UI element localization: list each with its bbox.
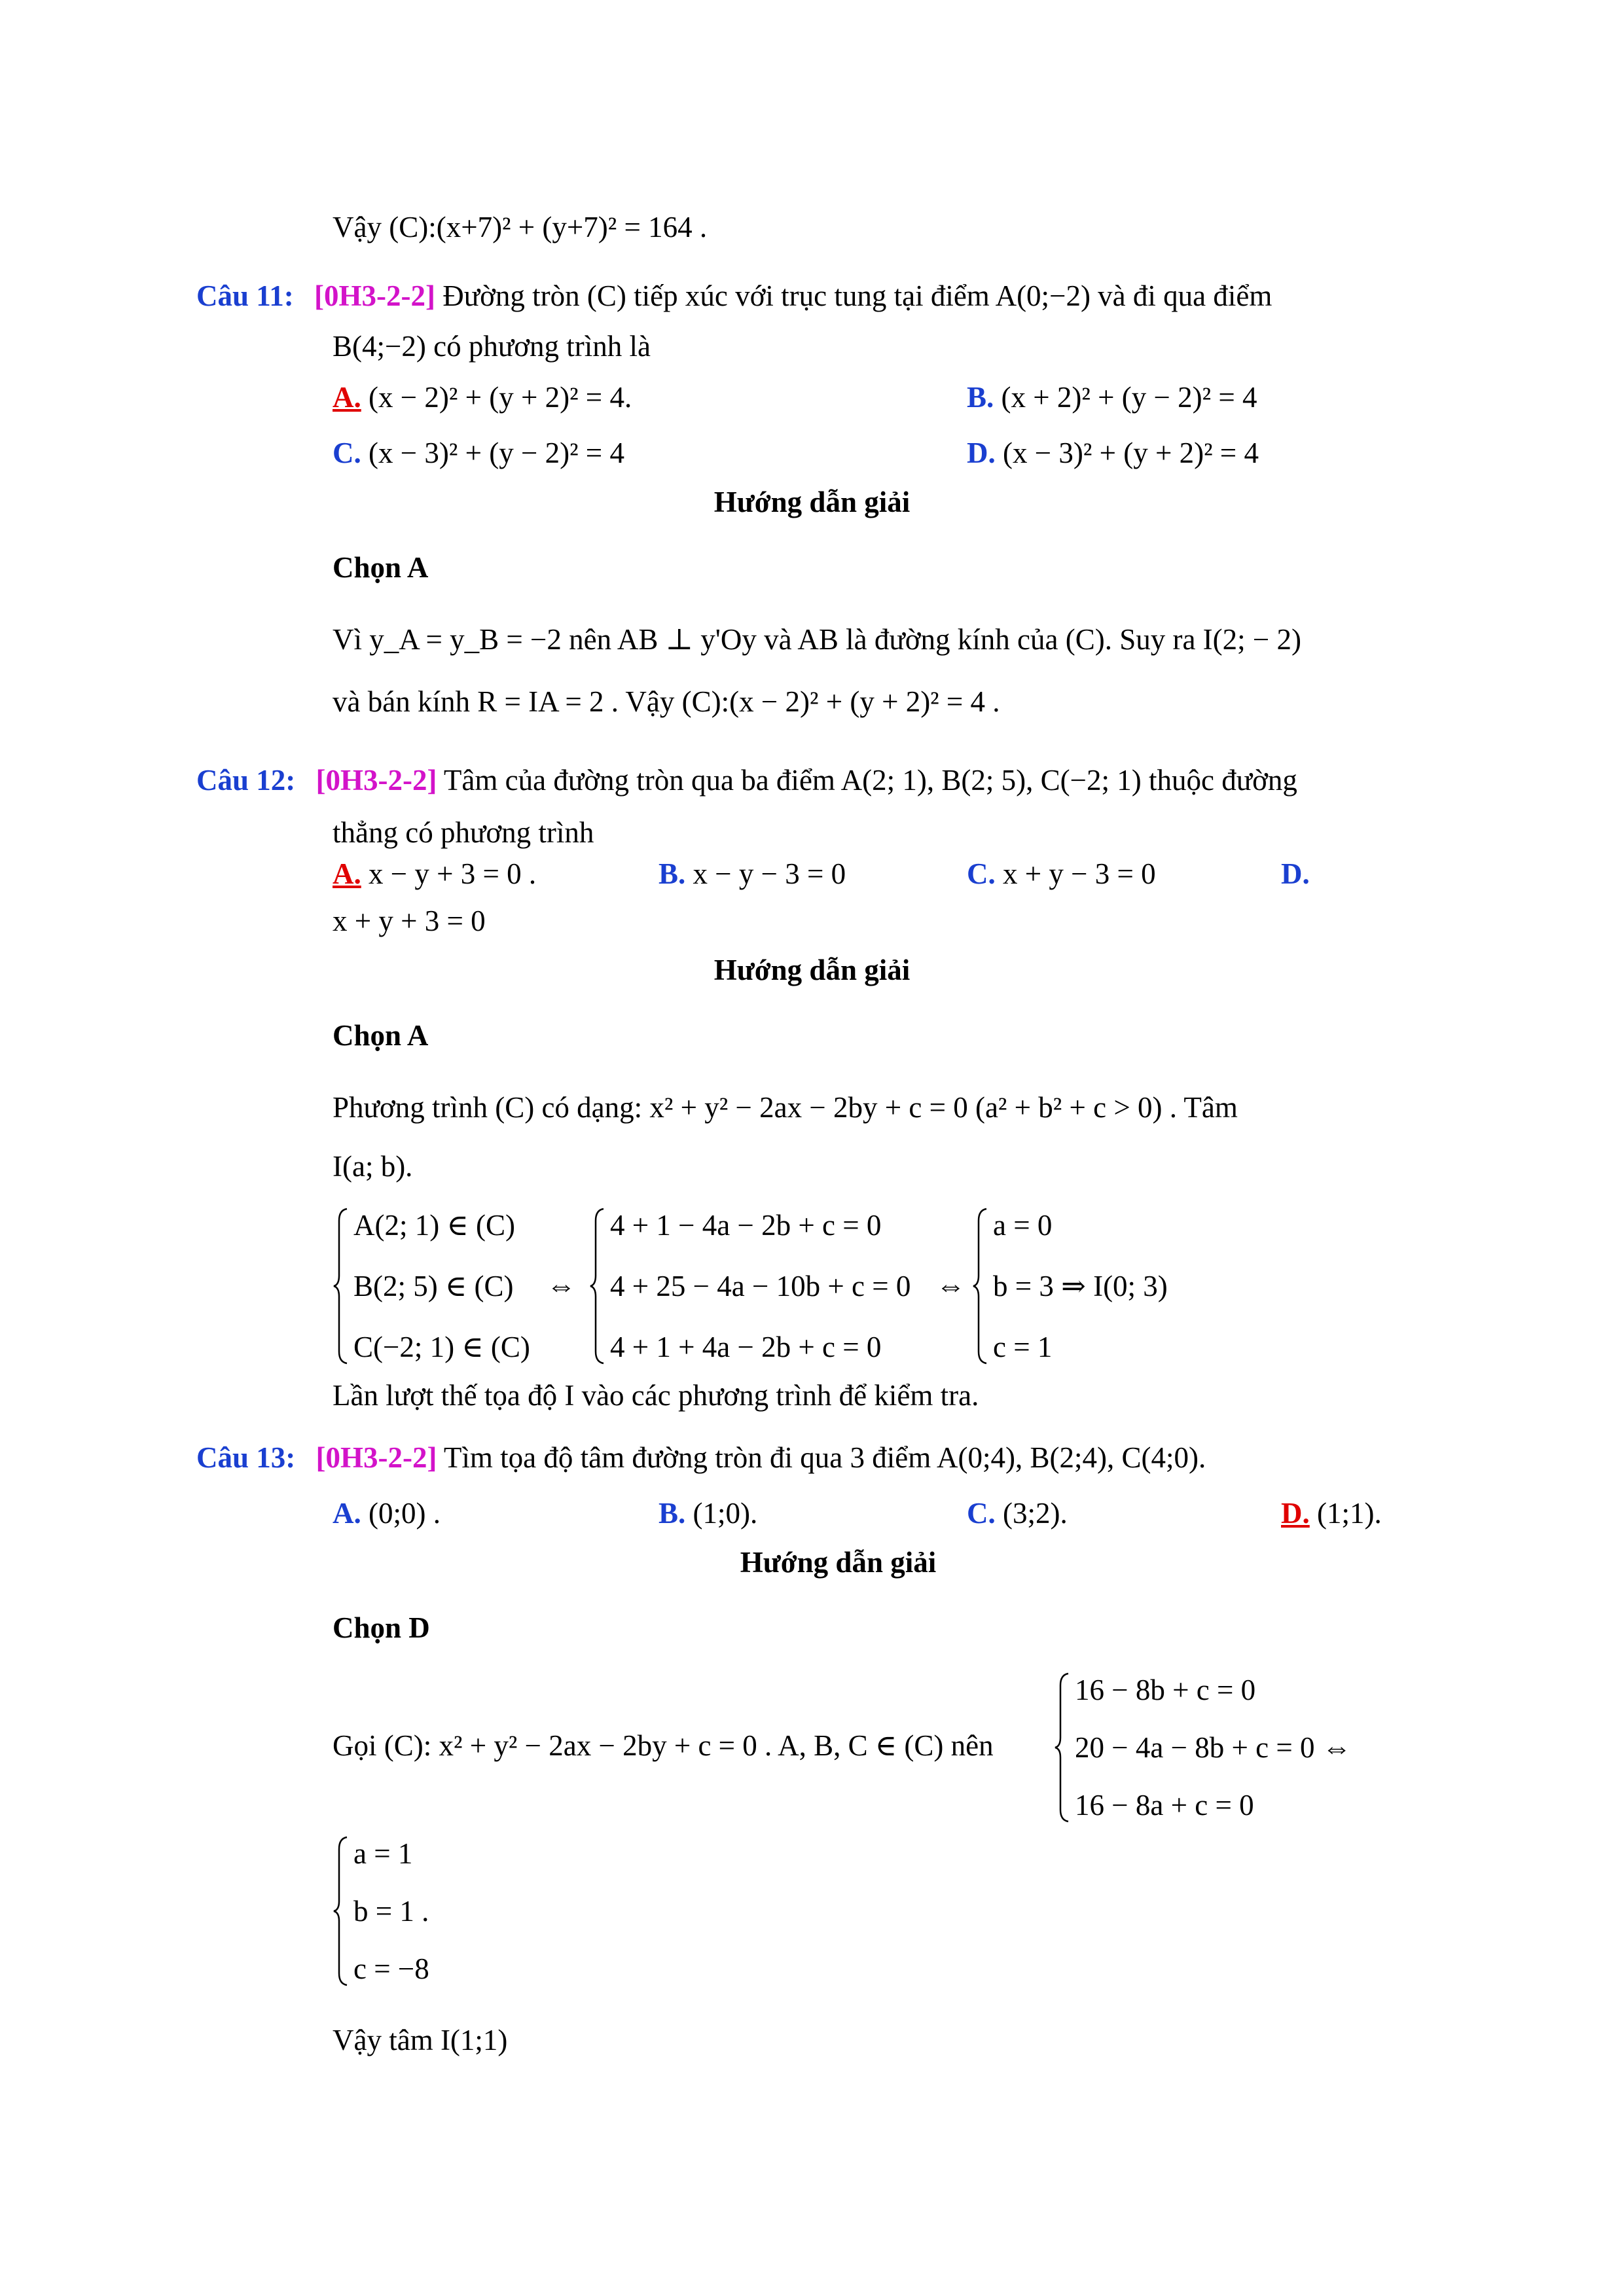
question-label: Câu 11: xyxy=(196,279,294,312)
option-text: (x + 2)² + (y − 2)² = 4 xyxy=(1001,381,1257,414)
answer-choice: Chọn A xyxy=(333,1019,429,1052)
option-letter: D xyxy=(1281,1497,1303,1530)
difficulty-tag: [0H3-2-2] xyxy=(316,1441,437,1474)
question-label: Câu 12: xyxy=(196,764,296,797)
solution-heading: Hướng dẫn giải xyxy=(713,486,911,518)
solution-heading: Hướng dẫn giải xyxy=(713,954,911,986)
system-row: c = 1 xyxy=(993,1331,1053,1363)
option-letter: B xyxy=(659,1497,679,1530)
option-letter: A xyxy=(333,857,354,890)
system-row: b = 3 ⇒ I(0; 3) xyxy=(993,1270,1168,1302)
option-c[interactable]: C. (3;2). xyxy=(967,1497,1068,1530)
option-d[interactable]: D. (1;1). xyxy=(1281,1497,1382,1530)
system-row: 16 − 8b + c = 0 xyxy=(1075,1674,1256,1706)
option-text: (x − 3)² + (y − 2)² = 4 xyxy=(369,437,624,469)
option-letter: C xyxy=(967,1497,988,1530)
option-c[interactable]: C. (x − 3)² + (y − 2)² = 4 xyxy=(333,437,624,469)
equivalence-arrow: ⇔ xyxy=(547,1269,576,1302)
option-letter: A xyxy=(333,1497,354,1530)
system-row: 16 − 8a + c = 0 xyxy=(1075,1789,1254,1821)
solution-line-2: I(a; b). xyxy=(333,1150,413,1183)
brace-icon xyxy=(1054,1672,1071,1823)
option-letter: A xyxy=(333,381,354,414)
solution-heading: Hướng dẫn giải xyxy=(740,1546,937,1579)
solution-line-3: Lần lượt thế tọa độ I vào các phương trình để kiểm tra. xyxy=(333,1379,979,1412)
solution-system xyxy=(333,1836,429,1986)
option-b[interactable]: B. (1;0). xyxy=(659,1497,758,1530)
difficulty-tag: [0H3-2-2] xyxy=(314,279,435,312)
question-12-stem-line-2: thẳng có phương trình xyxy=(333,816,594,849)
option-letter: C xyxy=(967,857,988,890)
option-letter: D xyxy=(967,437,988,469)
option-a[interactable]: A. (x − 2)² + (y + 2)² = 4. xyxy=(333,381,632,414)
option-text: (x − 3)² + (y + 2)² = 4 xyxy=(1003,437,1259,469)
brace-icon xyxy=(972,1208,989,1365)
solution-line-2: Vậy tâm I(1;1) xyxy=(333,2024,508,2056)
stem-line-1: Tâm của đường tròn qua ba điểm A(2; 1), B(2; 5), C(−2; 1) thuộc đường xyxy=(443,764,1297,797)
option-text: (1;1). xyxy=(1317,1497,1382,1530)
option-b[interactable]: B. (x + 2)² + (y − 2)² = 4 xyxy=(967,381,1257,414)
option-d-letter[interactable]: D. xyxy=(1281,857,1310,890)
option-b[interactable]: B. x − y − 3 = 0 xyxy=(659,857,846,890)
answer-choice: Chọn A xyxy=(333,551,429,584)
option-d[interactable]: D. (x − 3)² + (y + 2)² = 4 xyxy=(967,437,1259,469)
solution-line-1: Vì y_A = y_B = −2 nên AB ⊥ y'Oy và AB là đường kính của (C). Suy ra I(2; − 2) xyxy=(333,623,1302,656)
stem-line-1: Tìm tọa độ tâm đường tròn đi qua 3 điểm A(0;4), B(2;4), C(4;0). xyxy=(443,1441,1206,1474)
points-system xyxy=(333,1208,530,1365)
option-a[interactable]: A. (0;0) . xyxy=(333,1497,441,1530)
option-text: x − y + 3 = 0 . xyxy=(369,857,537,890)
difficulty-tag: [0H3-2-2] xyxy=(316,764,437,797)
question-12-stem xyxy=(196,762,1297,798)
solution-system xyxy=(972,1208,1168,1365)
answer-choice: Chọn D xyxy=(333,1611,430,1644)
option-letter: B xyxy=(967,381,987,414)
option-letter: B xyxy=(659,857,679,890)
system-row: b = 1 . xyxy=(353,1895,429,1928)
solution-line-1: Gọi (C): x² + y² − 2ax − 2by + c = 0 . A, B, C ∈ (C) nên xyxy=(333,1729,994,1762)
system-row: 4 + 1 + 4a − 2b + c = 0 xyxy=(610,1331,882,1363)
option-text: (1;0). xyxy=(693,1497,758,1530)
equations-system xyxy=(1054,1672,1352,1823)
solution-line-2: và bán kính R = IA = 2 . Vậy (C):(x − 2)² + (y + 2)² = 4 . xyxy=(333,685,1000,718)
question-11-stem-line-2: B(4;−2) có phương trình là xyxy=(333,330,651,363)
option-d-text: x + y + 3 = 0 xyxy=(333,905,486,937)
system-row: a = 1 xyxy=(353,1837,413,1870)
system-row: 4 + 1 − 4a − 2b + c = 0 xyxy=(610,1209,882,1242)
system-row: 20 − 4a − 8b + c = 0 ⇔ xyxy=(1075,1731,1352,1764)
system-row: C(−2; 1) ∈ (C) xyxy=(353,1331,530,1363)
system-row: c = −8 xyxy=(353,1952,429,1985)
system-row: B(2; 5) ∈ (C) xyxy=(353,1270,514,1302)
system-row: 4 + 25 − 4a − 10b + c = 0 xyxy=(610,1270,911,1302)
stem-line-1: Đường tròn (C) tiếp xúc với trục tung tại điểm A(0;−2) và đi qua điểm xyxy=(442,279,1272,312)
option-text: x − y − 3 = 0 xyxy=(693,857,846,890)
brace-icon xyxy=(589,1208,606,1365)
equivalence-arrow: ⇔ xyxy=(936,1269,965,1302)
option-letter: D xyxy=(1281,857,1303,890)
option-text: (0;0) . xyxy=(369,1497,441,1530)
option-text: (3;2). xyxy=(1003,1497,1068,1530)
equations-system xyxy=(589,1208,911,1365)
option-letter: C xyxy=(333,437,354,469)
top-conclusion: Vậy (C):(x+7)² + (y+7)² = 164 . xyxy=(333,211,708,243)
system-row: a = 0 xyxy=(993,1209,1053,1242)
solution-line-1: Phương trình (C) có dạng: x² + y² − 2ax − 2by + c = 0 (a² + b² + c > 0) . Tâm xyxy=(333,1091,1238,1124)
question-label: Câu 13: xyxy=(196,1441,296,1474)
question-11-stem xyxy=(196,278,1272,314)
brace-icon xyxy=(333,1836,350,1986)
option-text: x + y − 3 = 0 xyxy=(1003,857,1156,890)
option-c[interactable]: C. x + y − 3 = 0 xyxy=(967,857,1156,890)
option-a[interactable]: A. x − y + 3 = 0 . xyxy=(333,857,537,890)
question-13-stem xyxy=(196,1440,1206,1475)
brace-icon xyxy=(333,1208,350,1365)
option-text: (x − 2)² + (y + 2)² = 4. xyxy=(369,381,632,414)
system-row: A(2; 1) ∈ (C) xyxy=(353,1209,516,1242)
